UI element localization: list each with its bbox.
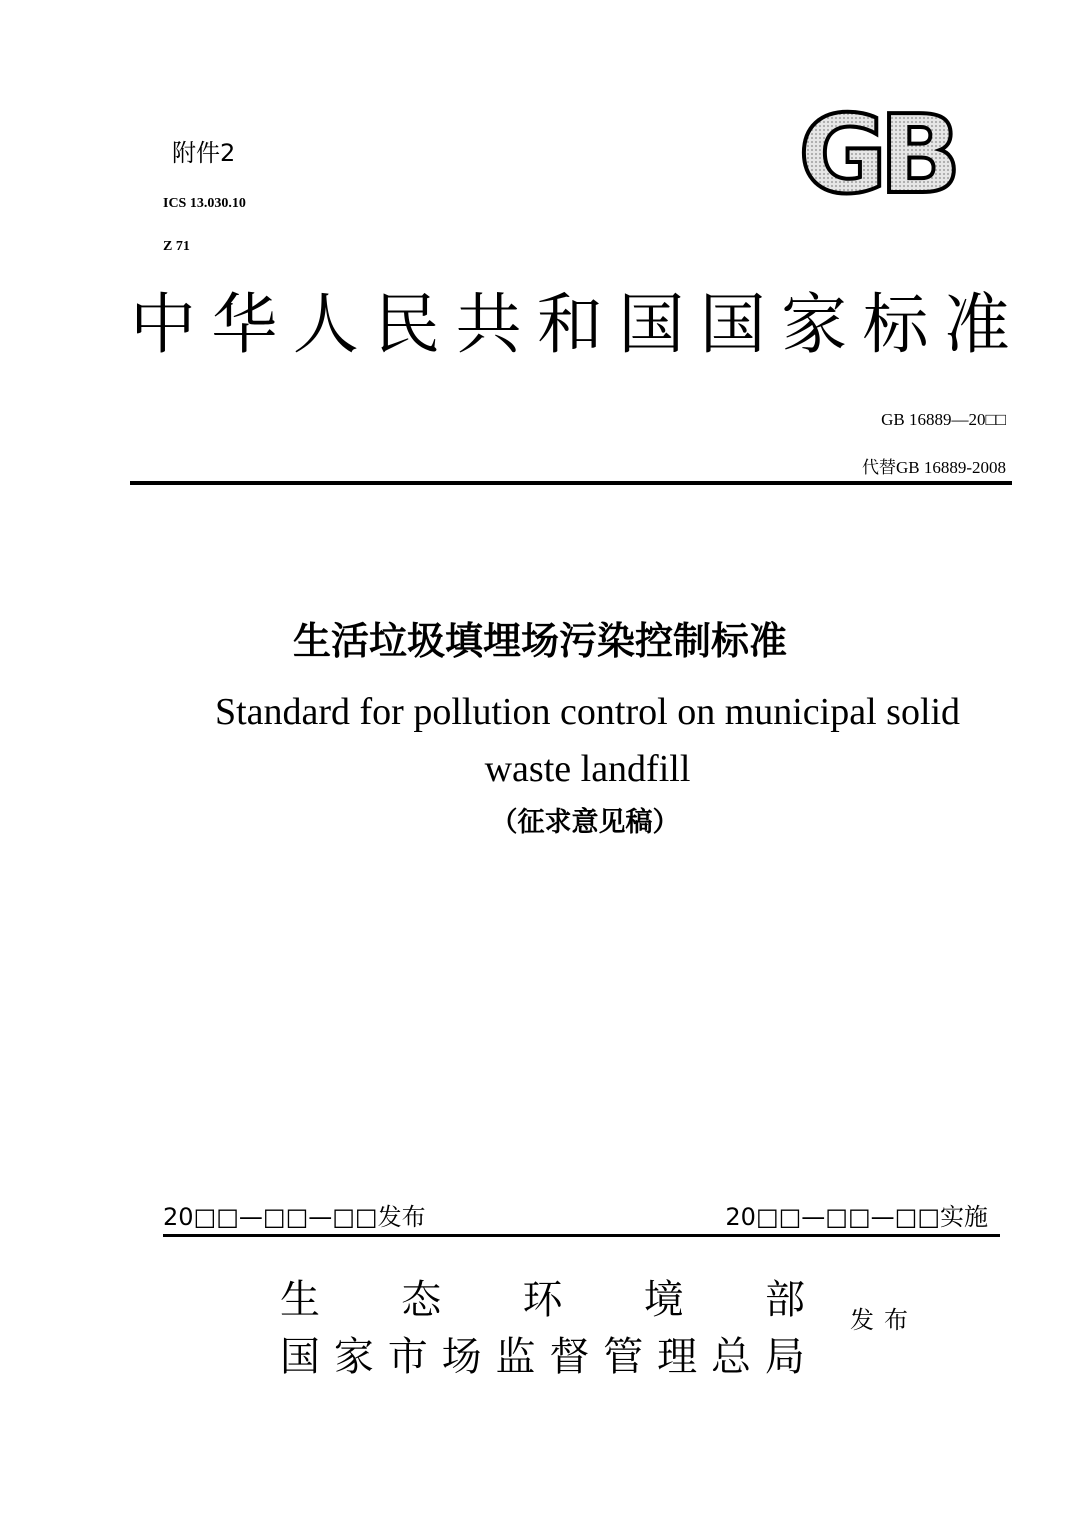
issued-label: 发布 <box>850 1306 918 1334</box>
issuer-char: 局 <box>764 1334 805 1380</box>
issuer-char: 国 <box>280 1334 320 1380</box>
heading-char: 华 <box>211 286 278 363</box>
implement-date: 20□□—□□—□□实施 <box>725 1203 988 1231</box>
issuer-char: 总 <box>711 1334 751 1380</box>
gb-logo <box>790 108 962 200</box>
issuer-char: 境 <box>643 1277 684 1323</box>
top-divider <box>130 481 1012 485</box>
issuer-char: 场 <box>441 1334 482 1380</box>
standard-number: GB 16889—20□□ <box>881 410 1006 429</box>
heading-char: 家 <box>781 286 848 363</box>
heading-char: 人 <box>292 286 359 363</box>
draft-label: （征求意见稿） <box>490 807 680 838</box>
heading-char: 标 <box>862 286 929 363</box>
attachment-label: 附件2 <box>172 139 236 167</box>
national-standard-heading <box>130 284 1010 366</box>
bottom-divider <box>163 1234 1000 1237</box>
heading-char: 国 <box>618 286 685 363</box>
issuer-char: 管 <box>603 1334 644 1380</box>
classification-code: Z 71 <box>163 239 190 254</box>
issuer-char: 环 <box>522 1277 563 1323</box>
heading-char: 和 <box>536 286 603 363</box>
issuer-char: 部 <box>765 1277 805 1323</box>
issuer-char: 理 <box>657 1334 698 1380</box>
replaces-standard: 代替GB 16889-2008 <box>861 458 1006 477</box>
heading-char: 国 <box>699 286 766 363</box>
issuer-char: 家 <box>333 1334 374 1380</box>
issuer-ministry <box>280 1268 805 1325</box>
issuer-char: 监 <box>495 1334 536 1380</box>
ics-code: ICS 13.030.10 <box>163 196 246 211</box>
issuer-char: 态 <box>401 1277 442 1323</box>
gb-logo-text: GB <box>798 108 954 200</box>
issuer-char: 生 <box>280 1277 320 1323</box>
heading-char: 中 <box>130 286 196 363</box>
publish-date: 20□□—□□—□□发布 <box>163 1203 426 1231</box>
issuer-char: 市 <box>387 1334 428 1380</box>
title-english: Standard for pollution control on municipal solid waste landfill <box>214 691 961 790</box>
issuer-administration <box>280 1325 805 1382</box>
title-chinese: 生活垃圾填埋场污染控制标准 <box>292 619 787 663</box>
heading-char: 共 <box>455 286 522 363</box>
issuer-char: 督 <box>549 1334 590 1380</box>
heading-char: 准 <box>943 286 1010 363</box>
heading-char: 民 <box>374 286 441 363</box>
